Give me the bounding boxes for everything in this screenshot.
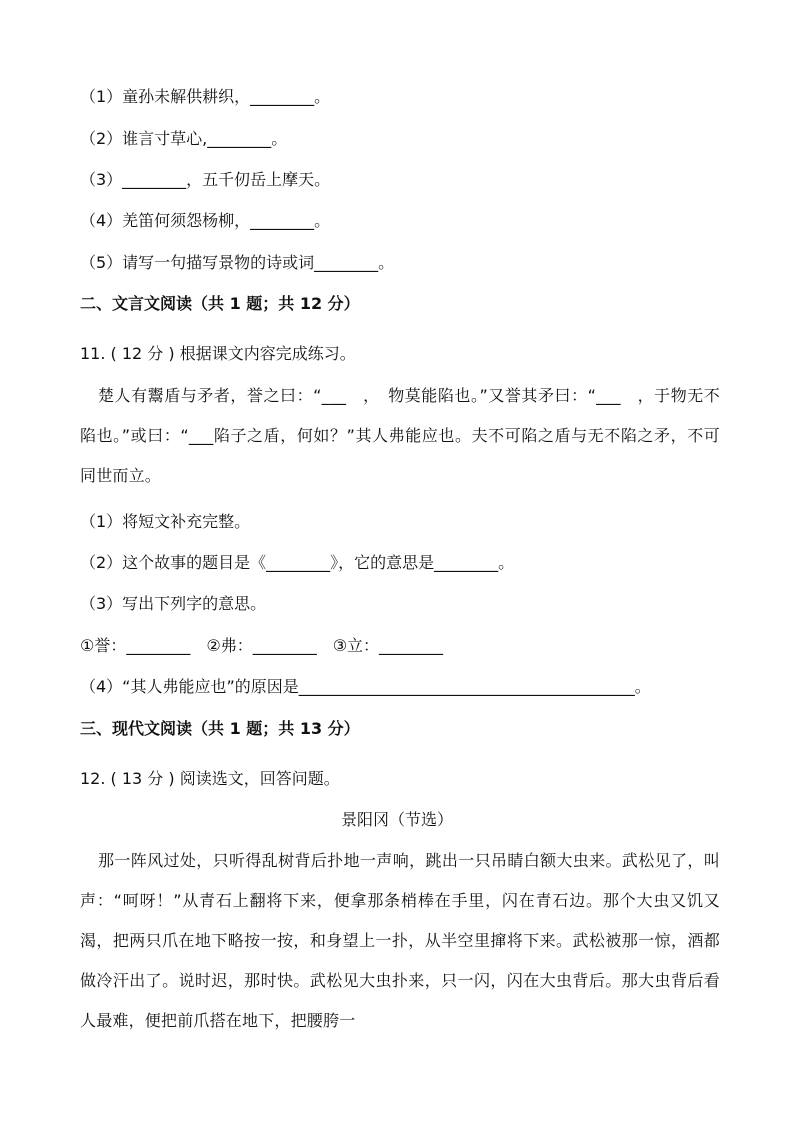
section1-item-3: （3）________，五千仞岳上摩天。 (80, 170, 331, 189)
section2-heading: 二、文言文阅读（共 1 题；共 12 分） (80, 294, 360, 313)
section1-item-2: （2）谁言寸草心,________。 (80, 129, 288, 148)
question-11-item-2: （2）这个故事的题目是《________》，它的意思是________。 (80, 553, 515, 572)
question-11-item-4: （4）“其人弗能应也”的原因是__________________________________________。 (80, 677, 651, 696)
section1-item-5: （5）请写一句描写景物的诗或词________。 (80, 253, 395, 272)
question-11-item-3: （3）写出下列字的意思。 (80, 594, 267, 613)
section3-heading: 三、现代文阅读（共 1 题；共 13 分） (80, 719, 360, 738)
question-11-title: 11. ( 12 分 ) 根据课文内容完成练习。 (80, 344, 356, 363)
question-11-item-3-blanks: ①誉：________ ②弗：________ ③立：________ (80, 636, 444, 655)
section1-item-1: （1）童孙未解供耕织，________。 (80, 87, 331, 106)
classical-passage: 楚人有鬻盾与矛者，誉之曰：“___ ， 物莫能陷也。”又誉其矛曰：“___ ，于物无不陷也。”或曰：“___陷子之盾，何如？”其人弗能应也。夫不可陷之盾与无不陷之矛，不可同世而立。 (80, 386, 720, 485)
modern-passage: 那一阵风过处，只听得乱树背后扑地一声响，跳出一只吊睛白额大虫来。武松见了，叫声：“呵呀！”从青石上翻将下来，便拿那条梢棒在手里，闪在青石边。那个大虫又饥又渴，把两只爪在地下略按一按，和身望上一扑，从半空里撺将下来。武松被那一惊，酒都做冷汗出了。说时迟，那时快。武松见大虫扑来，只一闪，闪在大虫背后。那大虫背后看人最难，便把前爪搭在地下，把腰胯一 (80, 851, 720, 1030)
question-11-item-1: （1）将短文补充完整。 (80, 512, 251, 531)
section1-item-4: （4）羌笛何须怨杨柳，________。 (80, 211, 331, 230)
passage-title: 景阳冈（节选） (340, 810, 453, 829)
question-12-title: 12. ( 13 分 ) 阅读选文，回答问题。 (80, 769, 340, 788)
